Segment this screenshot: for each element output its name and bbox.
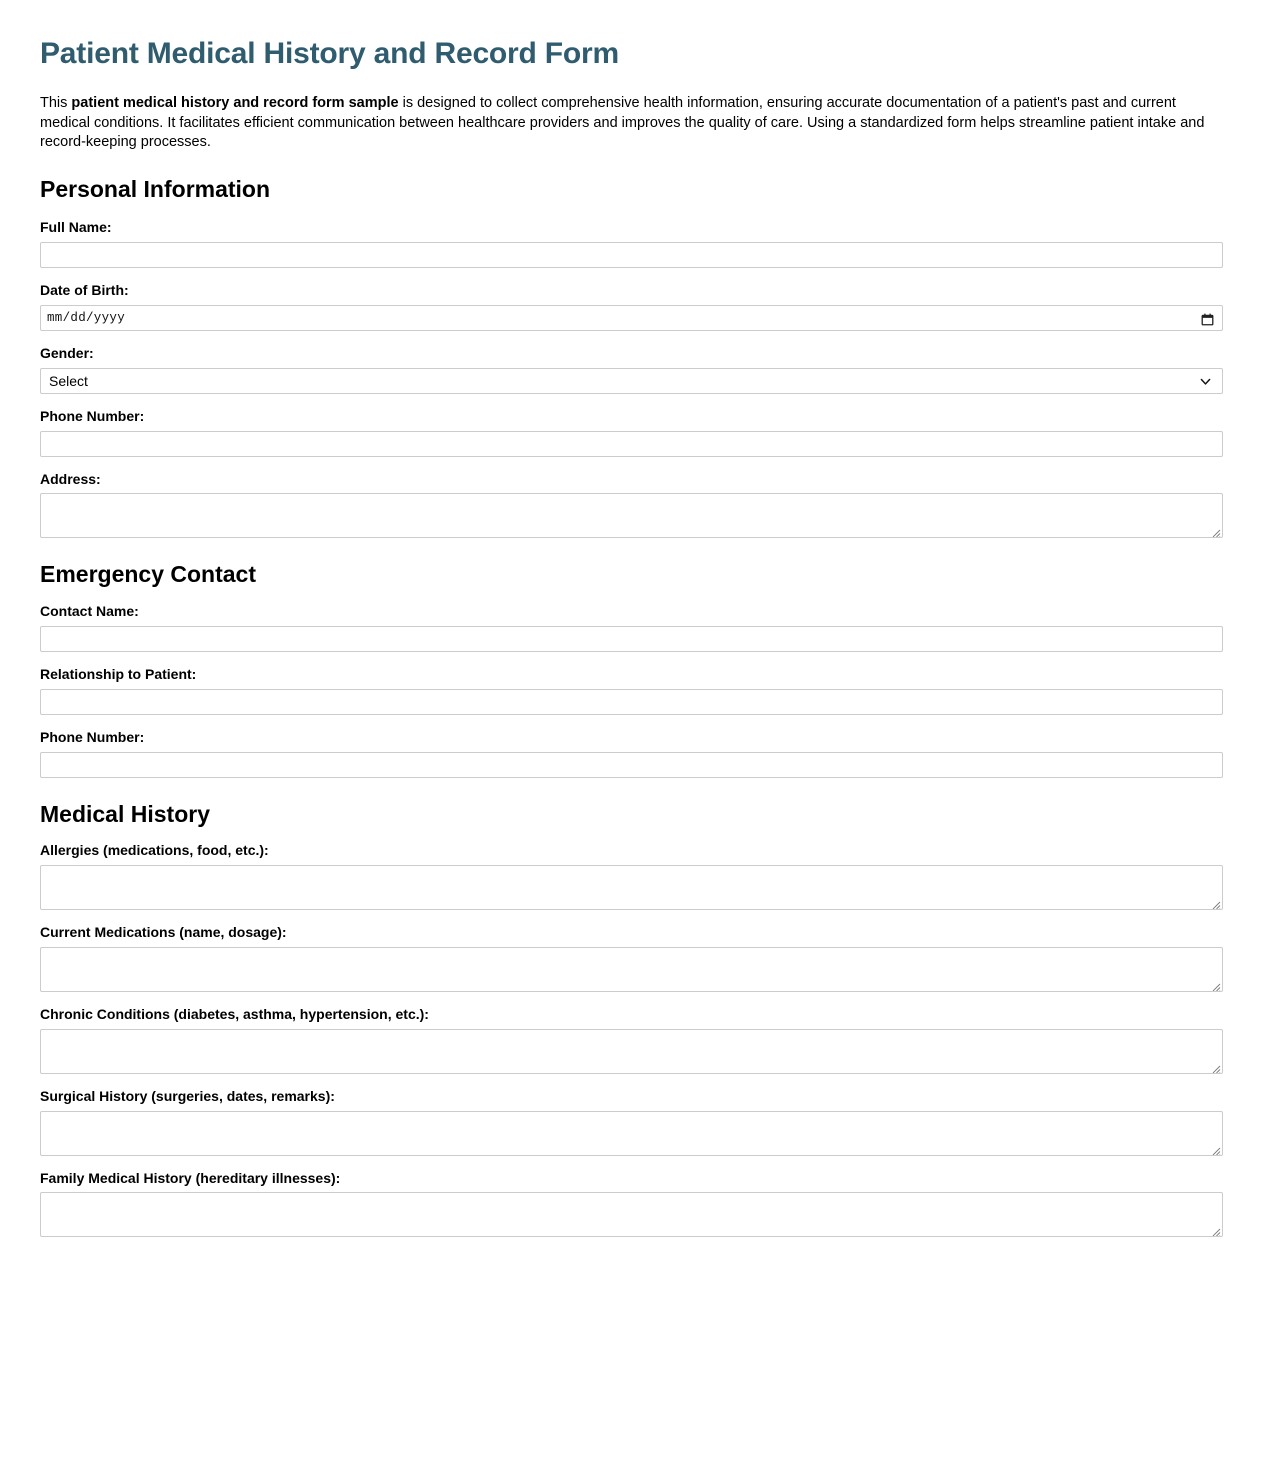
resize-handle-icon[interactable] [1210,979,1221,990]
field-family-medical-history [40,1170,1223,1238]
label-surgical-history: Surgical History (surgeries, dates, remarks): [40,1087,335,1104]
chevron-down-icon[interactable] [1199,374,1212,387]
label-allergies: Allergies (medications, food, etc.): [40,842,269,859]
field-date-of-birth [40,282,1223,331]
field-contact-name [40,603,1223,652]
section-heading-medical-history: Medical History [40,800,210,827]
field-gender [40,345,1223,394]
full-name-input[interactable] [40,242,1223,268]
intro-paragraph [40,94,1223,153]
resize-handle-icon[interactable] [1210,1061,1221,1072]
date-of-birth-input[interactable] [40,305,1223,331]
label-family-medical-history: Family Medical History (hereditary illnesses): [40,1169,341,1186]
chronic-conditions-textarea[interactable] [40,1029,1223,1074]
surgical-history-textarea[interactable] [40,1111,1223,1156]
resize-handle-icon[interactable] [1210,1224,1221,1235]
label-phone-number-personal: Phone Number: [40,407,145,424]
field-full-name [40,219,1223,268]
label-address: Address: [40,470,101,487]
family-medical-history-textarea[interactable] [40,1192,1223,1237]
label-relationship-to-patient: Relationship to Patient: [40,665,197,682]
label-chronic-conditions: Chronic Conditions (diabetes, asthma, hypertension, etc.): [40,1005,429,1022]
intro-lead-text: This [40,95,72,111]
field-phone-number-emergency [40,729,1223,778]
label-current-medications: Current Medications (name, dosage): [40,924,287,941]
field-address [40,471,1223,539]
label-phone-number-emergency: Phone Number: [40,728,145,745]
field-current-medications [40,924,1223,992]
allergies-textarea[interactable] [40,865,1223,910]
current-medications-textarea[interactable] [40,947,1223,992]
field-chronic-conditions [40,1006,1223,1074]
field-phone-number-personal [40,408,1223,457]
relationship-to-patient-input[interactable] [40,689,1223,715]
field-surgical-history [40,1088,1223,1156]
address-textarea[interactable] [40,493,1223,538]
gender-selected-value: Select [49,372,88,389]
calendar-icon[interactable] [1201,312,1214,325]
phone-number-emergency-input[interactable] [40,752,1223,778]
page-title: Patient Medical History and Record Form [40,37,619,70]
field-relationship-to-patient [40,666,1223,715]
label-full-name: Full Name: [40,219,112,236]
section-heading-emergency-contact: Emergency Contact [40,561,257,588]
resize-handle-icon[interactable] [1210,897,1221,908]
label-contact-name: Contact Name: [40,603,139,620]
resize-handle-icon[interactable] [1210,525,1221,536]
gender-select[interactable] [40,368,1223,394]
resize-handle-icon[interactable] [1210,1143,1221,1154]
date-of-birth-placeholder: mm/dd/yyyy [47,311,126,326]
phone-number-personal-input[interactable] [40,431,1223,457]
form-page [0,36,1263,1417]
intro-bold-text: patient medical history and record form sample [71,95,399,111]
field-allergies [40,842,1223,910]
intro-rest-text: is designed to collect comprehensive health information, ensuring accurate documentation of a patient's past and current medical conditions. It facilitates efficient communication between healthcare providers and improves the quality of care. Using a standardized form helps streamline patient intake and record-keeping processes. [40,95,1205,151]
page-bottom-spacer [40,1237,1223,1417]
section-heading-personal-information: Personal Information [40,175,271,202]
label-gender: Gender: [40,345,94,362]
contact-name-input[interactable] [40,626,1223,652]
label-date-of-birth: Date of Birth: [40,282,129,299]
